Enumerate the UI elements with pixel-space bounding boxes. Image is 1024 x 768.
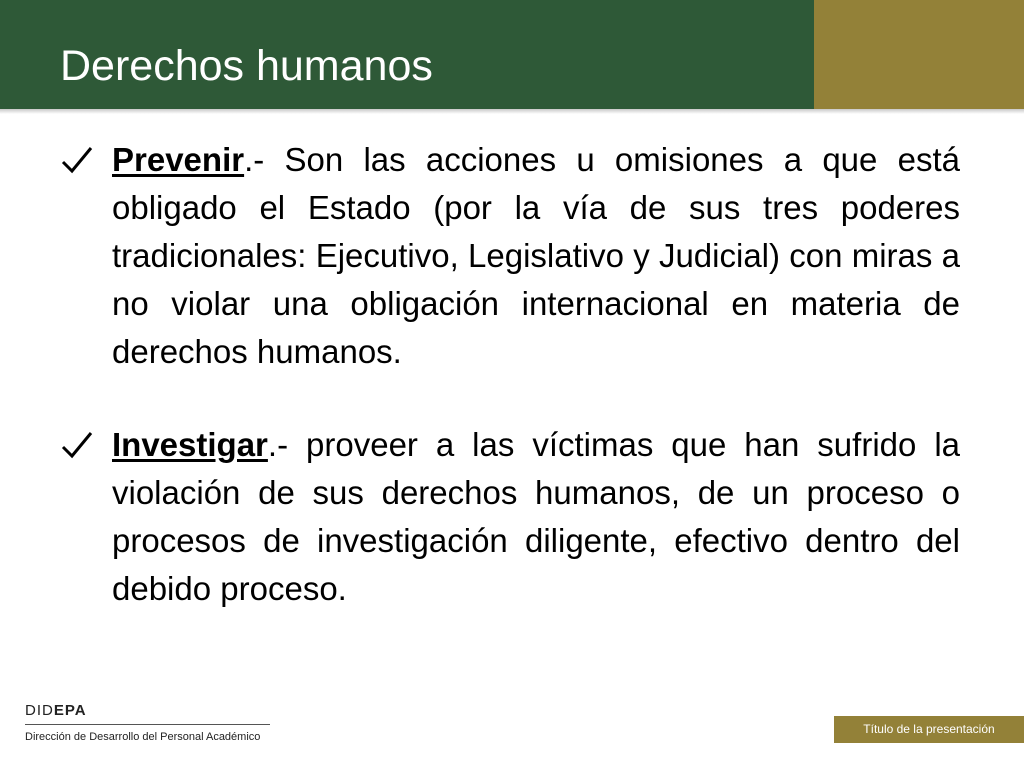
bullet-term: Prevenir bbox=[112, 141, 245, 178]
logo-subtitle: Dirección de Desarrollo del Personal Académico bbox=[25, 731, 261, 743]
bullet-text bbox=[112, 421, 960, 613]
logo-name bbox=[25, 702, 275, 720]
header-shadow bbox=[0, 109, 1024, 114]
bullet-description: .- proveer a las víctimas que han sufrido la violación de sus derechos humanos, de un proceso o procesos de investigación diligente, efectivo dentro del debido proceso. bbox=[112, 426, 960, 607]
didepa-logo bbox=[25, 702, 275, 744]
presentation-title-label: Título de la presentación bbox=[834, 716, 1024, 743]
bullet-investigar bbox=[60, 421, 960, 613]
bullet-description: .- Son las acciones u omisiones a que está obligado el Estado (por la vía de sus tres poderes tradicionales: Ejecutivo, Legislativo y Judicial) con miras a no violar una obligación internacional en materia de derechos humanos. bbox=[112, 141, 960, 370]
logo-name-bold: EPA bbox=[53, 702, 87, 719]
logo-divider bbox=[25, 724, 270, 725]
header-accent bbox=[814, 0, 1024, 109]
checkmark-icon bbox=[60, 430, 94, 460]
bullet-prevenir bbox=[60, 136, 960, 376]
logo-name-light: DID bbox=[25, 702, 54, 719]
slide-title: Derechos humanos bbox=[60, 42, 433, 90]
bullet-text bbox=[112, 136, 960, 376]
bullet-term: Investigar bbox=[112, 426, 268, 463]
checkmark-icon bbox=[60, 145, 94, 175]
